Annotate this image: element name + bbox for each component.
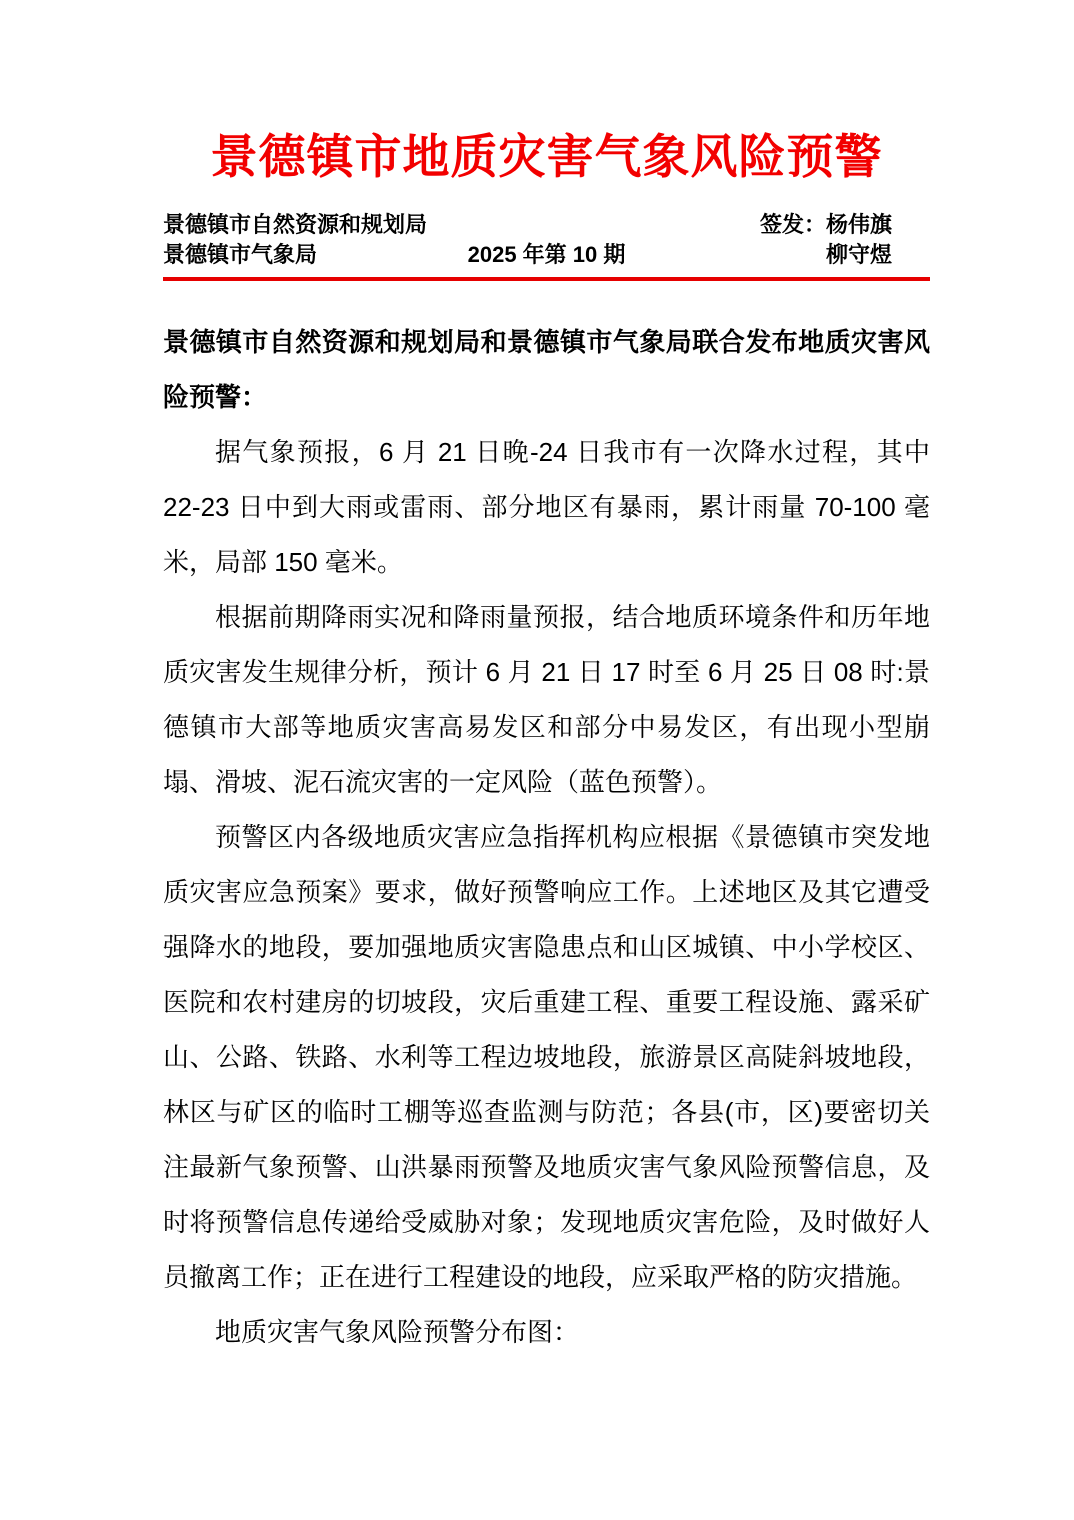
header-row-1 [163, 210, 930, 240]
paragraph: 地质灾害气象风险预警分布图： [215, 1317, 580, 1347]
issuer-name-1: 杨伟旗 [825, 212, 892, 237]
issue-number: 2025 年第 10 期 [467, 242, 626, 267]
issuer-name-2: 柳守煜 [825, 242, 892, 267]
lead-paragraph: 景德镇市自然资源和规划局和景德镇市气象局联合发布地质灾害风险预警： [163, 327, 930, 412]
issuer-line [760, 210, 892, 240]
issue-label: 签发： [759, 212, 826, 237]
paragraph: 预警区内各级地质灾害应急指挥机构应根据《景德镇市突发地质灾害应急预案》要求，做好预警响应工作。上述地区及其它遭受强降水的地段，要加强地质灾害隐患点和山区城镇、中小学校区、医院和农村建房的切坡段，灾后重建工程、重要工程设施、露采矿山、公路、铁路、水利等工程边坡地段，旅游景区高陡斜坡地段，林区与矿区的临时工棚等巡查监测与防范；各县(市，区)要密切关注最新气象预警、山洪暴雨预警及地质灾害气象风险预警信息，及时将预警信息传递给受威胁对象；发现地质灾害危险，及时做好人员撤离工作；正在进行工程建设的地段，应采取严格的防灾措施。 [163, 822, 930, 1292]
document-header [163, 210, 930, 270]
header-row-2 [163, 240, 930, 270]
paragraph: 根据前期降雨实况和降雨量预报，结合地质环境条件和历年地质灾害发生规律分析，预计 6 月 21 日 17 时至 6 月 25 日 08 时:景德镇市大部等地质灾害高易发区和部分中易发区，有出现小型崩塌、滑坡、泥石流灾害的一定风险（蓝色预警）。 [163, 602, 930, 797]
document-title: 景德镇市地质灾害气象风险预警 [210, 132, 883, 184]
org-name-2: 景德镇市气象局 [163, 242, 318, 267]
paragraph: 据气象预报，6 月 21 日晚-24 日我市有一次降水过程，其中 22-23 日中到大雨或雷雨、部分地区有暴雨，累计雨量 70-100 毫米，局部 150 毫米。 [163, 437, 930, 577]
red-divider-rule [163, 277, 930, 281]
org-name-1: 景德镇市自然资源和规划局 [163, 212, 428, 237]
body-paragraphs [163, 425, 930, 1360]
document-body [163, 315, 930, 1360]
